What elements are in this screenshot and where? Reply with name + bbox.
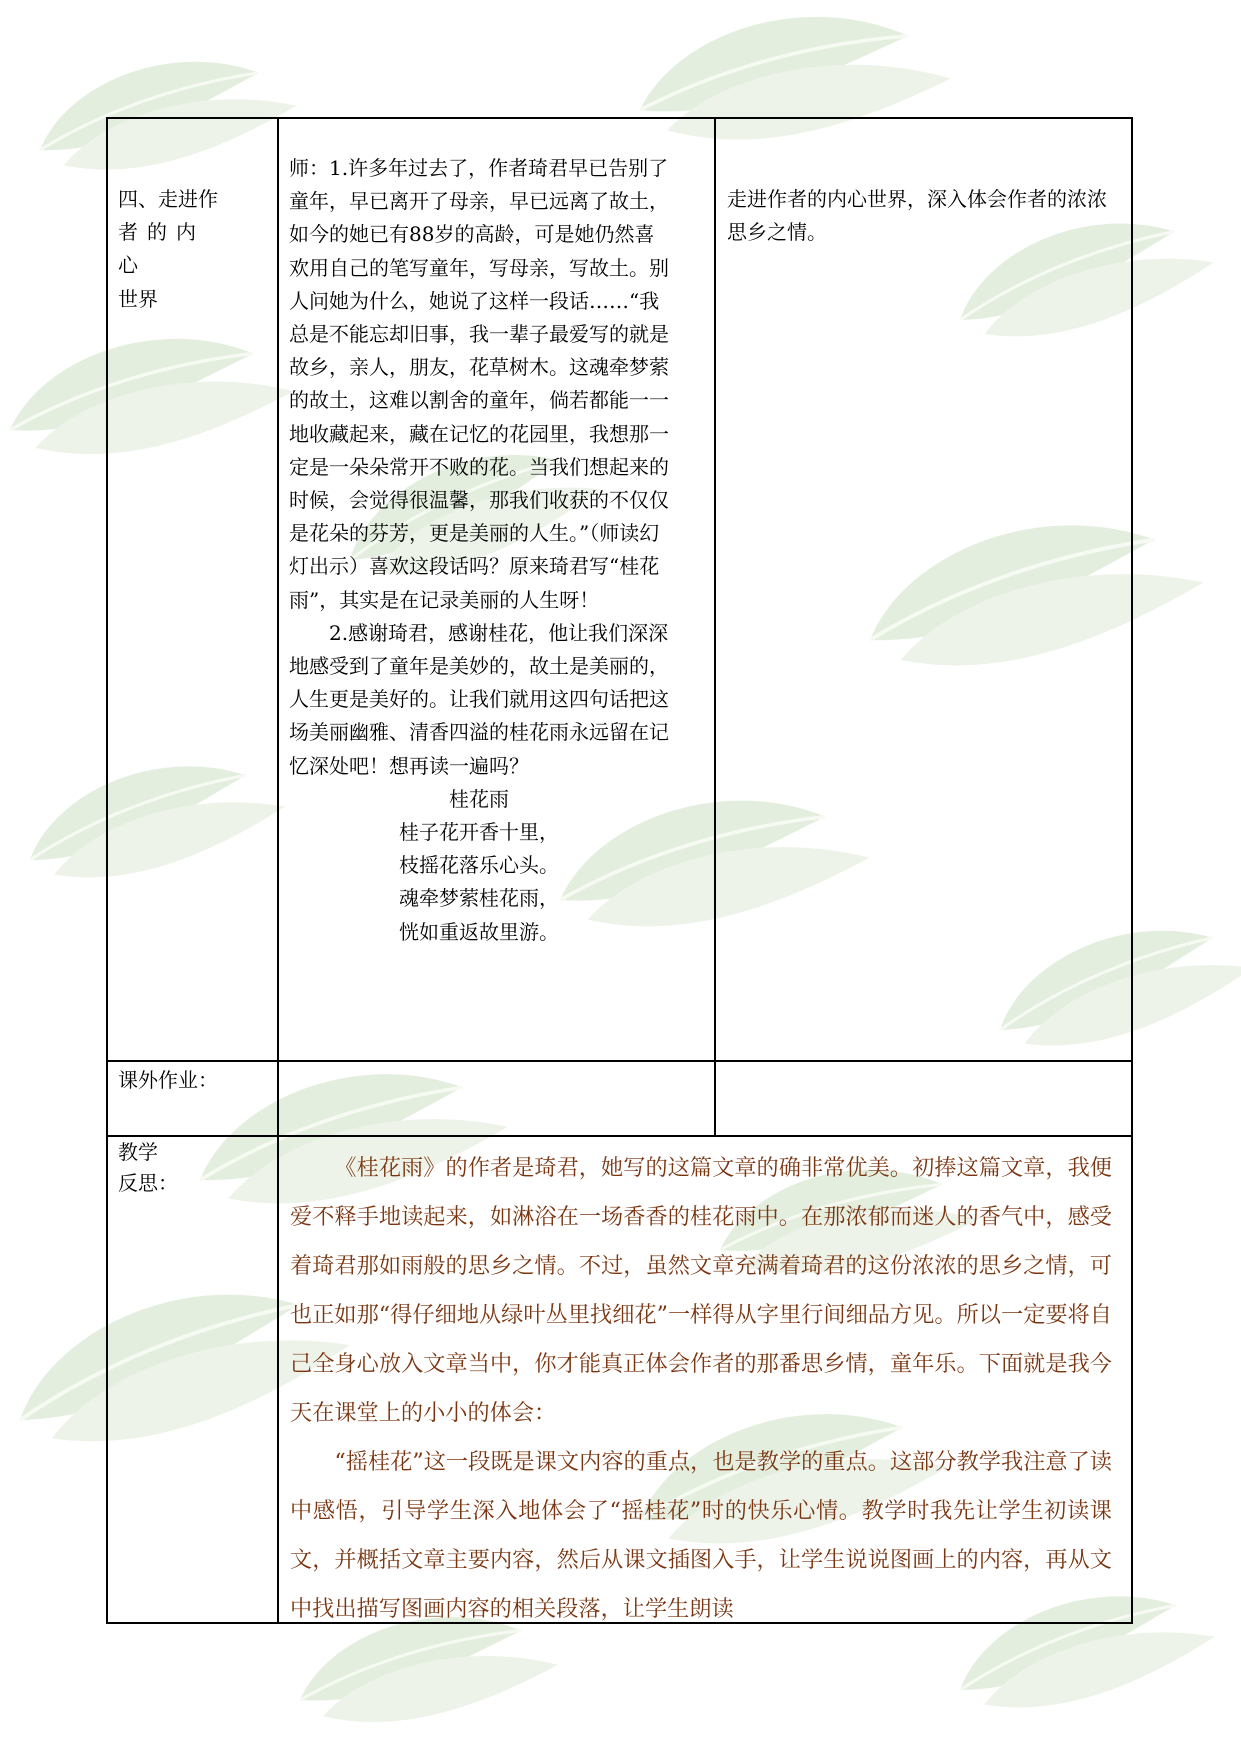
- table-divider-row1: [106, 1060, 1133, 1062]
- table-border-right: [1131, 117, 1133, 1624]
- stage-label: [118, 183, 228, 316]
- poem-line-2: 枝摇花落乐心头。: [399, 853, 559, 878]
- table-border-top: [106, 117, 1133, 119]
- poem-line-1: 桂子花开香十里，: [399, 820, 559, 845]
- reflection-label-line-1: 教学: [118, 1140, 158, 1164]
- table-divider-col1: [277, 117, 279, 1624]
- poem-line-3: 魂牵梦萦桂花雨，: [399, 886, 559, 911]
- reflection-para-2: “摇桂花”这一段既是课文内容的重点，也是教学的重点。这部分教学我注意了读中感悟，引导学生深入地体会了“摇桂花”时的快乐心情。教学时我先让学生初读课文，并概括文章主要内容，然后从课文插图入手，让学生说说图画上的内容，再从文中找出描写图画内容的相关段落，让学生朗读: [290, 1449, 1112, 1622]
- design-intent: 走进作者的内心世界，深入体会作者的浓浓思乡之情。: [727, 187, 1107, 244]
- stage-label-line-2: 者的内心: [118, 220, 205, 278]
- poem: [289, 783, 669, 949]
- teacher-script-para-1: 师：1.许多年过去了，作者琦君早已告别了童年，早已离开了母亲，早已远离了故土，如今的她已有88岁的高龄，可是她仍然喜欢用自己的笔写童年，写母亲，写故土。别人问她为什么，她说了这样一段话……“我总是不能忘却旧事，我一辈子最爱写的就是故乡，亲人，朋友，花草树木。这魂牵梦萦的故土，这难以割舍的童年，倘若都能一一地收藏起来，藏在记忆的花园里，我想那一定是一朵朵常开不败的花。当我们想起来的时候，会觉得很温馨，那我们收获的不仅仅是花朵的芬芳，更是美丽的人生。”（师读幻灯出示）喜欢这段话吗？原来琦君写“桂花雨”，其实是在记录美丽的人生呀！: [289, 156, 669, 612]
- homework-label: 课外作业：: [118, 1068, 218, 1092]
- poem-title: 桂花雨: [449, 786, 509, 811]
- table-border-left: [106, 117, 108, 1624]
- teacher-script: [289, 152, 669, 949]
- table-divider-row2: [106, 1135, 1133, 1137]
- table-divider-col2: [714, 117, 716, 1137]
- stage-label-line-1: 四、走进作: [118, 187, 218, 211]
- poem-line-4: 恍如重返故里游。: [399, 919, 559, 944]
- stage-label-line-3: 世界: [118, 286, 158, 311]
- reflection-para-1: 《桂花雨》的作者是琦君，她写的这篇文章的确非常优美。初捧这篇文章，我便爱不释手地读起来，如淋浴在一场香香的桂花雨中。在那浓郁而迷人的香气中，感受着琦君那如雨般的思乡之情。不过，虽然文章充满着琦君的这份浓浓的思乡之情，可也正如那“得仔细地从绿叶丛里找细花”一样得从字里行间细品方见。所以一定要将自己全身心放入文章当中，你才能真正体会作者的那番思乡情，童年乐。下面就是我今天在课堂上的小小的体会：: [290, 1155, 1112, 1426]
- reflection-label-line-2: 反思：: [118, 1171, 178, 1195]
- reflection-text: [290, 1144, 1112, 1634]
- teacher-script-para-2: 2.感谢琦君，感谢桂花，他让我们深深地感受到了童年是美妙的，故土是美丽的，人生更是美好的。让我们就用这四句话把这场美丽幽雅、清香四溢的桂花雨永远留在记忆深处吧！想再读一遍吗？: [289, 620, 669, 778]
- reflection-label: [118, 1137, 178, 1199]
